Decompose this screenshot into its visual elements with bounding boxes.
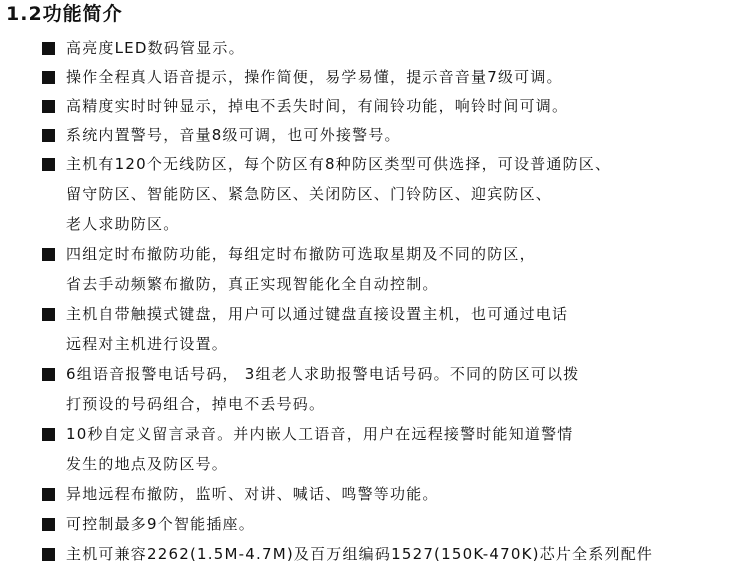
bullet-square-icon [42, 548, 55, 561]
feature-text: 主机自带触摸式键盘，用户可以通过键盘直接设置主机，也可通过电话 [66, 305, 569, 323]
feature-text: 6组语音报警电话号码， 3组老人求助报警电话号码。不同的防区可以拨 [66, 365, 580, 383]
feature-text: 操作全程真人语音提示，操作简便，易学易懂，提示音音量7级可调。 [66, 68, 563, 86]
feature-text: 留守防区、智能防区、紧急防区、关闭防区、门铃防区、迎宾防区、 [66, 185, 553, 203]
bullet-square-icon [42, 308, 55, 321]
feature-text: 远程对主机进行设置。 [66, 335, 229, 353]
feature-text: 主机可兼容2262(1.5M-4.7M)及百万组编码1527(150K-470K)芯片全系列配件 [66, 545, 654, 563]
bullet-square-icon [42, 129, 55, 142]
feature-text: 可控制最多9个智能插座。 [66, 515, 255, 533]
bullet-square-icon [42, 518, 55, 531]
feature-text: 发生的地点及防区号。 [66, 455, 229, 473]
feature-text: 四组定时布撤防功能，每组定时布撤防可选取星期及不同的防区， [66, 245, 536, 263]
feature-text: 主机有120个无线防区，每个防区有8种防区类型可供选择，可设普通防区、 [66, 155, 612, 173]
bullet-square-icon [42, 100, 55, 113]
feature-text: 异地远程布撤防，监听、对讲、喊话、鸣警等功能。 [66, 485, 439, 503]
feature-text: 高精度实时时钟显示，掉电不丢失时间，有闹铃功能，响铃时间可调。 [66, 97, 569, 115]
feature-text: 打预设的号码组合，掉电不丢号码。 [66, 395, 326, 413]
section-heading: 1.2功能简介 [6, 3, 123, 25]
bullet-square-icon [42, 428, 55, 441]
feature-text: 10秒自定义留言录音。并内嵌人工语音，用户在远程接警时能知道警情 [66, 425, 574, 443]
bullet-square-icon [42, 248, 55, 261]
feature-text: 省去手动频繁布撤防，真正实现智能化全自动控制。 [66, 275, 439, 293]
bullet-square-icon [42, 368, 55, 381]
bullet-square-icon [42, 42, 55, 55]
bullet-square-icon [42, 71, 55, 84]
feature-text: 系统内置警号，音量8级可调，也可外接警号。 [66, 126, 401, 144]
feature-text: 高亮度LED数码管显示。 [66, 39, 245, 57]
bullet-square-icon [42, 488, 55, 501]
bullet-square-icon [42, 158, 55, 171]
feature-text: 老人求助防区。 [66, 215, 180, 233]
